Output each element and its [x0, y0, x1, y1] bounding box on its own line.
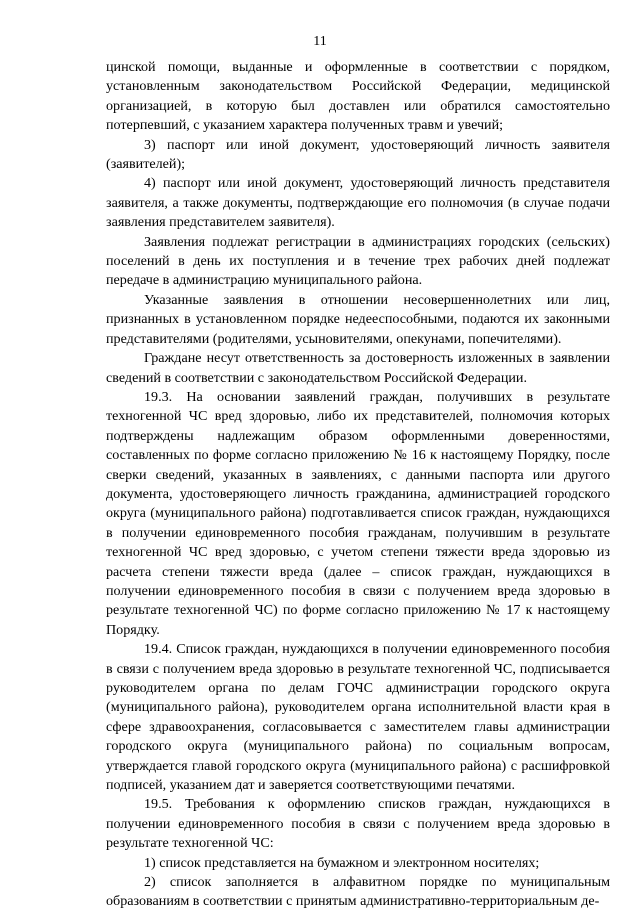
paragraph-list-item-2: 2) список заполняется в алфавитном порядке по муниципальным образованиям в соответствии с принятым административно-территориальным де- — [106, 874, 610, 910]
page-number: 11 — [313, 34, 327, 49]
paragraph-continuation: цинской помощи, выданные и оформленные в соответствии с порядком, установленным законодательством Российской Федерации, медицинской организацией, в которую был доставлен или обратился самостоятельно потерпевший, с указанием характера полученных травм и увечий; — [106, 59, 610, 134]
paragraph-19-4: 19.4. Список граждан, нуждающихся в получении единовременного пособия в связи с получением вреда здоровью в результате техногенной ЧС, подписывается руководителем органа по делам ГОЧС администрации городского округа (муниципального района), руководителем органа исполнительной власти края в сфере здравоохранения, согласовывается с заместителем главы администрации городского округа (муниципального района) по социальным вопросам, утверждается главой городского округа (муниципального района) с расшифровкой подписей, указанием дат и заверяется соответствующими печатями. — [106, 641, 610, 794]
paragraph-list-item-1: 1) список представляется на бумажном и электронном носителях; — [144, 854, 540, 871]
paragraph-responsibility: Граждане несут ответственность за достоверность изложенных в заявлении сведений в соответствии с законодательством Российской Федерации. — [106, 350, 610, 386]
paragraph-item-4: 4) паспорт или иной документ, удостоверяющий личность представителя заявителя, а также документы, подтверждающие его полномочия (в случае подачи заявления представителем заявителя). — [106, 175, 610, 231]
paragraph-19-3: 19.3. На основании заявлений граждан, получивших в результате техногенной ЧС вред здоровью, либо их представителей, полномочия которых подтверждены надлежащим образом оформленными доверенностями, составленных по форме согласно приложению № 16 к настоящему Порядку, после сверки сведений, указанных в заявлениях, с данными паспорта или другого документа, удостоверяющего личность гражданина, администрацией городского округа (муниципального района) подготавливается список граждан, нуждающихся в получении единовременного пособия гражданам, получившим в результате техногенной ЧС вред здоровью, с учетом степени тяжести вреда здоровью из расчета степени тяжести вреда (далее – список граждан, нуждающихся в получении единовременного пособия в связи с получением вреда здоровью в результате техногенной ЧС) по форме согласно приложению № 17 к настоящему Порядку. — [106, 388, 610, 638]
paragraph-item-3: 3) паспорт или иной документ, удостоверяющий личность заявителя (заявителей); — [106, 136, 610, 173]
paragraph-minors: Указанные заявления в отношении несовершеннолетних или лиц, признанных в установленном порядке недееспособными, подаются их законными представителями (родителями, усыновителями, опекунами, попечителями). — [106, 291, 610, 347]
document-body — [106, 58, 610, 912]
paragraph-registration: Заявления подлежат регистрации в администрациях городских (сельских) поселений в день их поступления и в течение трех рабочих дней подлежат передаче в администрацию муниципального района. — [106, 233, 610, 289]
paragraph-19-5: 19.5. Требования к оформлению списков граждан, нуждающихся в получении единовременного пособия в связи с получением вреда здоровью в результате техногенной ЧС: — [106, 796, 610, 852]
